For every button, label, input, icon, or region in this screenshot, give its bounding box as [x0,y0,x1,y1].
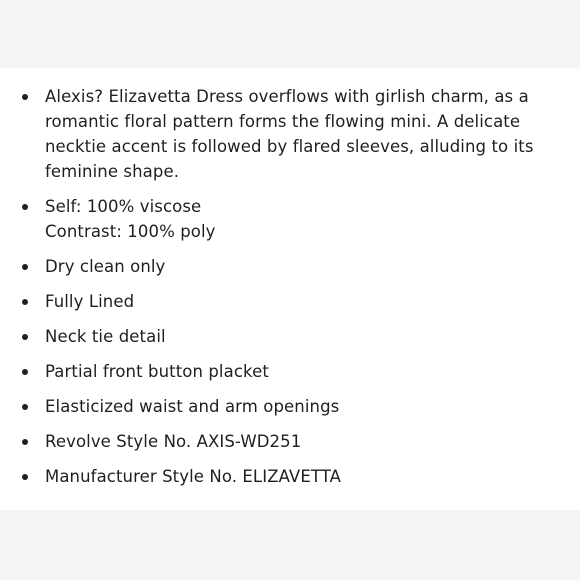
bullet-icon [22,474,28,480]
details-item-text [45,359,269,384]
details-line: Fully Lined [45,292,135,311]
details-line: Partial front button placket [45,362,269,381]
details-list-item [22,254,562,279]
bullet-icon [22,204,28,210]
details-line: Revolve Style No. AXIS-WD251 [45,432,302,451]
details-item-text [45,394,339,419]
bullet-icon [22,369,28,375]
details-item-text [45,289,134,314]
details-line: Dry clean only [45,257,166,276]
details-line: Elasticized waist and arm openings [45,397,340,416]
details-line: Manufacturer Style No. ELIZAVETTA [45,467,342,486]
bullet-icon [22,404,28,410]
bullet-icon [22,334,28,340]
bullet-icon [22,264,28,270]
details-line: Self: 100% viscose [45,197,202,216]
details-list-item [22,289,562,314]
details-line: Contrast: 100% poly [45,222,216,241]
details-item-text [45,464,341,489]
product-details-list [22,84,562,499]
details-line: Alexis? Elizavetta Dress overflows with girlish charm, as a [45,87,529,106]
details-item-text [45,429,301,454]
details-list-item [22,84,562,184]
details-line: feminine shape. [45,162,180,181]
details-item-text [45,254,165,279]
bullet-icon [22,299,28,305]
product-details-panel [0,68,580,510]
details-list-item [22,394,562,419]
details-list-item [22,429,562,454]
details-list-item [22,464,562,489]
details-list-item [22,359,562,384]
bullet-icon [22,94,28,100]
details-list-item [22,324,562,349]
details-line: romantic floral pattern forms the flowing mini. A delicate [45,112,521,131]
details-line: necktie accent is followed by flared sleeves, alluding to its [45,137,534,156]
details-item-text [45,324,166,349]
bullet-icon [22,439,28,445]
details-item-text [45,84,534,184]
details-item-text [45,194,216,244]
details-line: Neck tie detail [45,327,166,346]
details-list-item [22,194,562,244]
